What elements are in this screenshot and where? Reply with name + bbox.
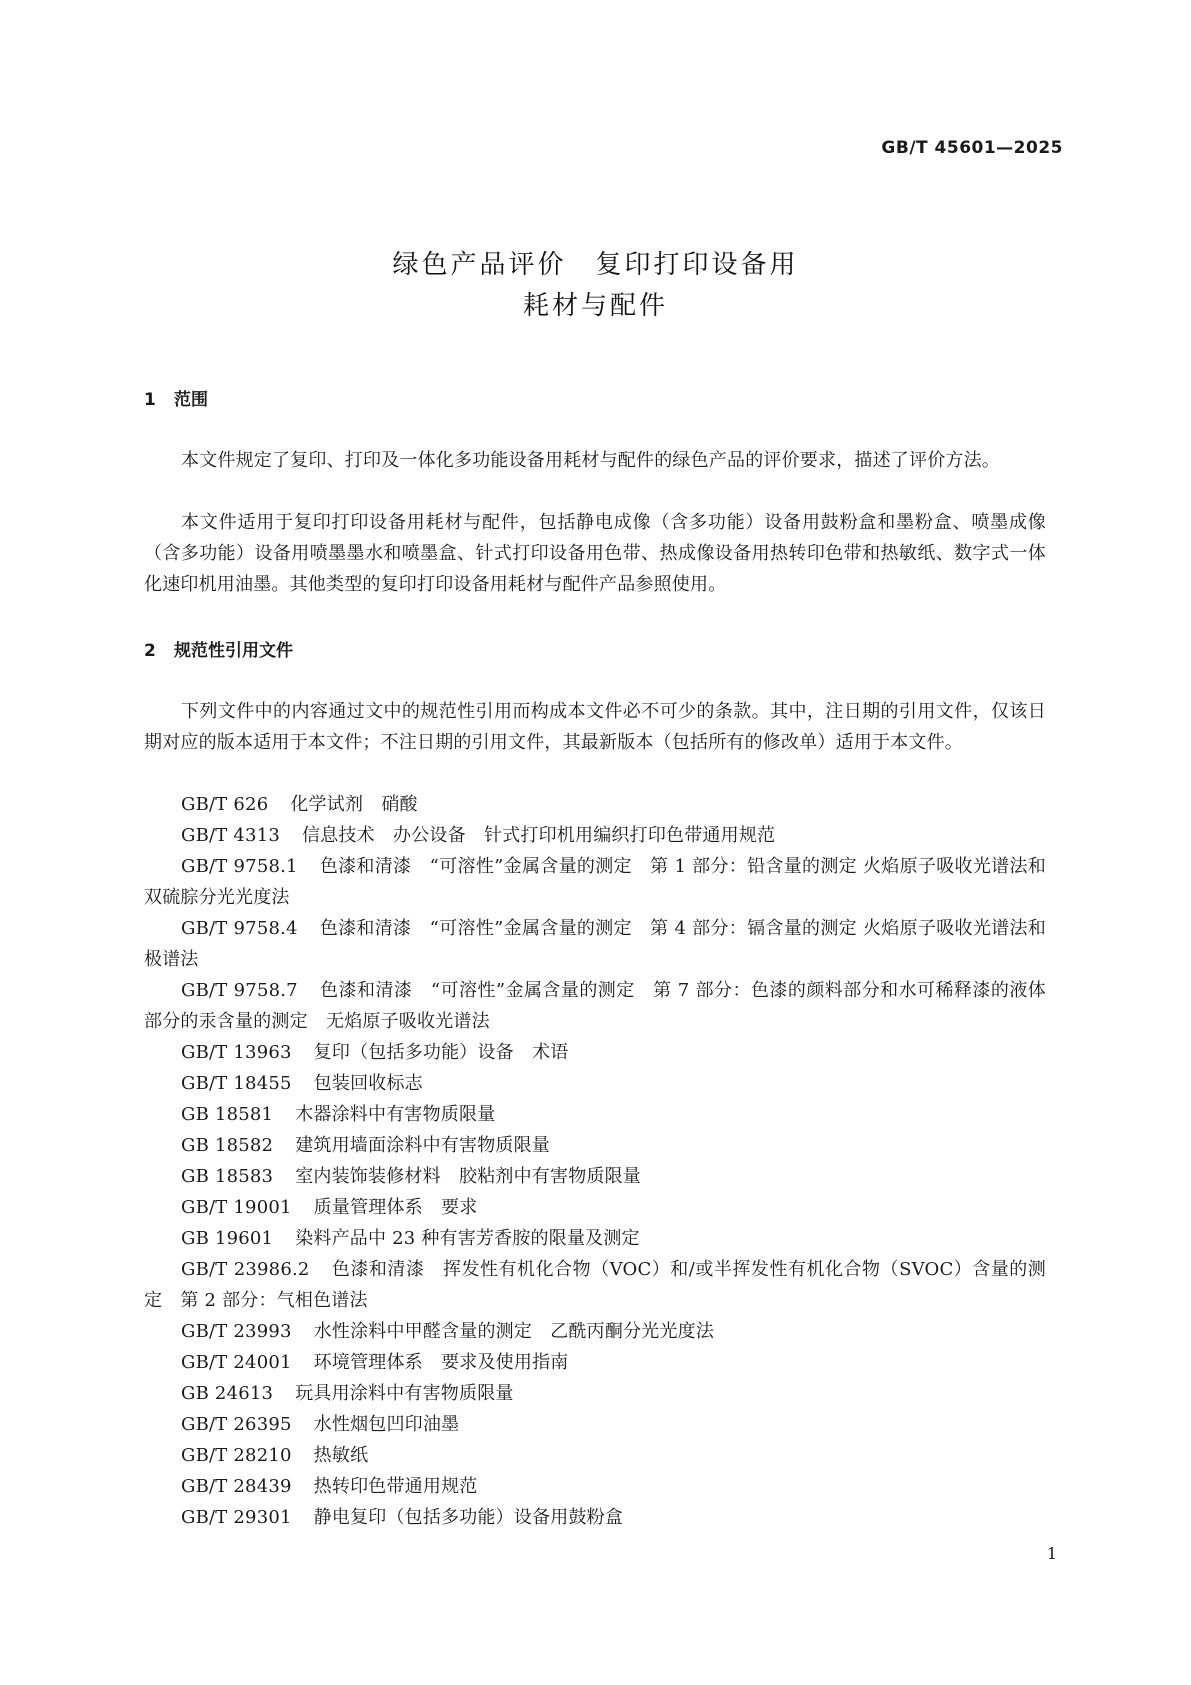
reference-item — [144, 789, 1046, 820]
reference-code: GB/T 9758.1 — [181, 856, 298, 877]
reference-title: 质量管理体系 要求 — [313, 1197, 478, 1218]
reference-title: 环境管理体系 要求及使用指南 — [313, 1352, 569, 1373]
reference-code: GB 18583 — [181, 1166, 274, 1187]
section-number: 2 — [144, 641, 156, 661]
reference-title: 建筑用墙面涂料中有害物质限量 — [295, 1135, 551, 1156]
reference-item — [144, 1037, 1046, 1068]
reference-item — [144, 1130, 1046, 1161]
reference-code: GB/T 23993 — [181, 1321, 292, 1342]
reference-title: 染料产品中 23 种有害芳香胺的限量及测定 — [295, 1228, 640, 1249]
reference-item — [144, 851, 1046, 913]
reference-title: 静电复印（包括多功能）设备用鼓粉盒 — [313, 1507, 624, 1528]
reference-item — [144, 1440, 1046, 1471]
reference-code: GB/T 18455 — [181, 1073, 292, 1094]
reference-code: GB/T 26395 — [181, 1414, 292, 1435]
reference-title: 化学试剂 硝酸 — [290, 794, 418, 815]
reference-code: GB 18582 — [181, 1135, 274, 1156]
reference-code: GB/T 626 — [181, 794, 269, 815]
reference-title: 色漆和清漆 挥发性有机化合物（VOC）和/或半挥发性有机化合物（SVOC）含量的测定 第 2 部分：气相色谱法 — [144, 1259, 1046, 1311]
reference-code: GB/T 23986.2 — [181, 1259, 310, 1280]
reference-item — [144, 1347, 1046, 1378]
reference-code: GB 18581 — [181, 1104, 274, 1125]
reference-title: 色漆和清漆 “可溶性”金属含量的测定 第 1 部分：铅含量的测定 火焰原子吸收光谱法和双硫腙分光光度法 — [144, 856, 1046, 908]
reference-code: GB 19601 — [181, 1228, 274, 1249]
reference-title: 色漆和清漆 “可溶性”金属含量的测定 第 7 部分：色漆的颜料部分和水可稀释漆的液体部分的汞含量的测定 无焰原子吸收光谱法 — [144, 980, 1046, 1032]
reference-list — [144, 789, 1046, 1533]
document-title-line2: 耗材与配件 — [522, 291, 668, 321]
reference-code: GB/T 24001 — [181, 1352, 292, 1373]
references-intro-paragraph: 下列文件中的内容通过文中的规范性引用而构成本文件必不可少的条款。其中，注日期的引用文件，仅该日期对应的版本适用于本文件；不注日期的引用文件，其最新版本（包括所有的修改单）适用于本文件。 — [144, 701, 1046, 753]
standard-code: GB/T 45601—2025 — [881, 138, 1063, 158]
reference-title: 热敏纸 — [313, 1445, 369, 1466]
reference-title: 水性涂料中甲醛含量的测定 乙酰丙酮分光光度法 — [313, 1321, 715, 1342]
section-title: 规范性引用文件 — [174, 641, 293, 661]
reference-title: 室内装饰装修材料 胶粘剂中有害物质限量 — [295, 1166, 642, 1187]
reference-code: GB/T 4313 — [181, 825, 281, 846]
reference-item — [144, 1409, 1046, 1440]
reference-code: GB/T 9758.4 — [181, 918, 298, 939]
reference-item — [144, 1161, 1046, 1192]
reference-code: GB/T 13963 — [181, 1042, 292, 1063]
reference-code: GB/T 19001 — [181, 1197, 292, 1218]
reference-item — [144, 1223, 1046, 1254]
section-heading-normative-references — [144, 636, 293, 661]
reference-title: 复印（包括多功能）设备 术语 — [313, 1042, 569, 1063]
reference-code: GB/T 29301 — [181, 1507, 292, 1528]
document-title-line1: 绿色产品评价 复印打印设备用 — [392, 250, 799, 280]
reference-item — [144, 1502, 1046, 1533]
reference-item — [144, 1099, 1046, 1130]
reference-code: GB/T 28210 — [181, 1445, 292, 1466]
reference-item — [144, 1254, 1046, 1316]
reference-item — [144, 1316, 1046, 1347]
scope-paragraph: 本文件规定了复印、打印及一体化多功能设备用耗材与配件的绿色产品的评价要求，描述了评价方法。 — [181, 450, 1000, 471]
reference-title: 木器涂料中有害物质限量 — [295, 1104, 496, 1125]
reference-item — [144, 820, 1046, 851]
reference-title: 信息技术 办公设备 针式打印机用编织打印色带通用规范 — [302, 825, 776, 846]
reference-title: 色漆和清漆 “可溶性”金属含量的测定 第 4 部分：镉含量的测定 火焰原子吸收光谱法和极谱法 — [144, 918, 1046, 970]
reference-title: 玩具用涂料中有害物质限量 — [295, 1383, 514, 1404]
reference-code: GB/T 28439 — [181, 1476, 292, 1497]
reference-item — [144, 913, 1046, 975]
reference-title: 包装回收标志 — [313, 1073, 423, 1094]
reference-code: GB 24613 — [181, 1383, 274, 1404]
scope-paragraph: 本文件适用于复印打印设备用耗材与配件，包括静电成像（含多功能）设备用鼓粉盒和墨粉盒、喷墨成像（含多功能）设备用喷墨墨水和喷墨盒、针式打印设备用色带、热成像设备用热转印色带和热敏纸、数字式一体化速印机用油墨。其他类型的复印打印设备用耗材与配件产品参照使用。 — [144, 512, 1046, 595]
reference-title: 热转印色带通用规范 — [313, 1476, 478, 1497]
reference-item — [144, 975, 1046, 1037]
reference-item — [144, 1192, 1046, 1223]
reference-title: 水性烟包凹印油墨 — [313, 1414, 460, 1435]
reference-item — [144, 1471, 1046, 1502]
section-heading-scope — [144, 385, 208, 410]
reference-item — [144, 1378, 1046, 1409]
reference-item — [144, 1068, 1046, 1099]
section-number: 1 — [144, 390, 156, 410]
reference-code: GB/T 9758.7 — [181, 980, 298, 1001]
page-number: 1 — [1046, 1544, 1057, 1563]
section-title: 范围 — [174, 390, 208, 410]
